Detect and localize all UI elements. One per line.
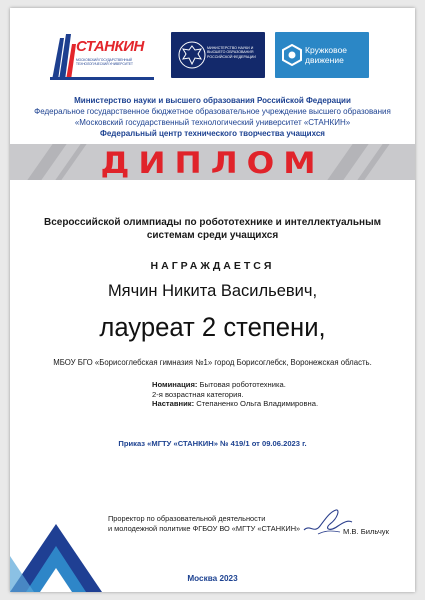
- ministry-logo-text: МИНИСТЕРСТВО НАУКИ И ВЫСШЕГО ОБРАЗОВАНИЯ РОССИЙСКОЙ ФЕДЕРАЦИИ: [207, 46, 256, 59]
- ministry-logo: [171, 32, 265, 78]
- signer-line-1: Проректор по образовательной деятельности: [108, 514, 266, 523]
- olympiad-name: [10, 216, 415, 242]
- recipient-name: Мячин Никита Васильевич,: [107, 282, 318, 300]
- nomination-row: [152, 380, 392, 390]
- award-details: [152, 380, 392, 409]
- signer-line-2: и молодежной политике ФГБОУ ВО «МГТУ «СТАНКИН»: [108, 524, 301, 533]
- olympiad-line-2: системам среди учащихся: [146, 230, 279, 241]
- mentor-label: Наставник:: [152, 399, 195, 408]
- mentor-value: Степаненко Ольга Владимировна.: [196, 399, 319, 408]
- title-band: [10, 144, 415, 180]
- diploma-page: [10, 8, 415, 592]
- age-category: 2-я возрастная категория.: [152, 389, 244, 399]
- nomination-label: Номинация:: [152, 380, 198, 389]
- degree-title: лауреат 2 степени,: [99, 312, 326, 342]
- mentor-row: [152, 399, 392, 409]
- stankin-subtitle: МОСКОВСКИЙ ГОСУДАРСТВЕННЫЙ ТЕХНОЛОГИЧЕСКИЙ УНИВЕРСИТЕТ: [76, 58, 133, 66]
- olympiad-line-1: Всероссийской олимпиады по робототехнике и интеллектуальным: [43, 217, 382, 228]
- school-name: МБОУ БГО «Борисоглебская гимназия №1» город Борисоглебск, Воронежская область.: [53, 358, 372, 367]
- diploma-title: ДИПЛОМ: [100, 146, 325, 180]
- header-ministry: Министерство науки и высшего образования Российской Федерации: [74, 96, 351, 105]
- header-center: Федеральный центр технического творчества учащихся: [100, 129, 325, 138]
- city-year: Москва 2023: [187, 574, 238, 583]
- nomination-value: Бытовая робототехника.: [199, 380, 286, 389]
- kruzhok-logo: [275, 32, 369, 78]
- double-eagle-emblem-icon: [177, 40, 207, 70]
- header-institution: Федеральное государственное бюджетное образовательное учреждение высшего образования: [34, 107, 391, 116]
- kruzhok-logo-text: Кружковое движение: [305, 45, 348, 65]
- awarded-label: НАГРАЖДАЕТСЯ: [150, 260, 275, 272]
- stankin-logo: [50, 30, 154, 82]
- stankin-wordmark: СТАНКИН: [76, 38, 144, 55]
- header-university: «Московский государственный технологический университет «СТАНКИН»: [74, 118, 351, 127]
- signer-position: [108, 514, 308, 534]
- signer-name: М.В. Бильчук: [343, 527, 389, 536]
- hexagon-icon: [281, 44, 303, 66]
- order-reference: Приказ «МГТУ «СТАНКИН» № 419/1 от 09.06.2023 г.: [118, 439, 307, 448]
